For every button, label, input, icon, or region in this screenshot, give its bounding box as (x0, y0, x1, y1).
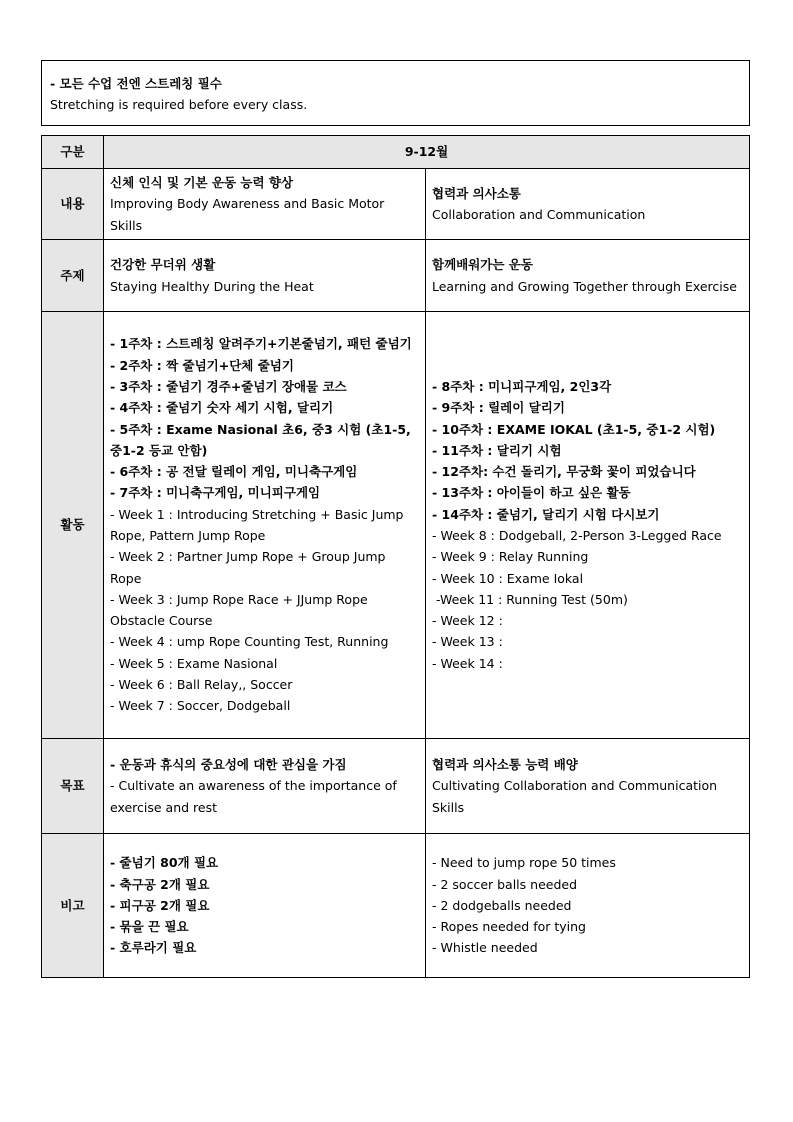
activity-week6-en: - Week 6 : Ball Relay,, Soccer (110, 677, 293, 693)
goal-right-korean: 협력과 의사소통 능력 배양 (432, 757, 578, 773)
goal-right-english: Cultivating Collaboration and Communication Skills (432, 778, 718, 815)
activity-week3-en: - Week 3 : Jump Rope Race + JJump Rope Obstacle Course (110, 591, 368, 629)
content-right-english: Collaboration and Communication (432, 207, 646, 222)
activity-week1-en: - Week 1 : Introducing Stretching + Basic Jump Rope, Pattern Jump Rope (110, 506, 404, 543)
activity-week2-en: - Week 2 : Partner Jump Rope + Group Jump Rope (110, 549, 386, 586)
content-left (104, 169, 426, 240)
curriculum-table (41, 135, 750, 978)
note-jump-ropes: - 줄넘기 80개 필요 (110, 855, 219, 871)
content-row (42, 169, 750, 240)
header-label: 구분 (42, 136, 104, 169)
theme-label: 주제 (42, 240, 104, 312)
goal-right (426, 739, 750, 834)
note-ropes: - 묶을 끈 필요 (110, 919, 189, 935)
theme-right (426, 240, 750, 312)
activity-week5-en: - Week 5 : Exame Nasional (110, 655, 278, 671)
activity-week5-ko: - 5주차 : Exame Nasional 초6, 중3 시험 (초1-5, 중1-2 등교 안함) (110, 421, 411, 458)
activity-week11-en: -Week 11 : Running Test (50m) (432, 591, 628, 607)
activity-week10-en: - Week 10 : Exame Iokal (432, 570, 584, 586)
note-ropes-en: - Ropes needed for tying (432, 919, 586, 935)
content-left-english: Improving Body Awareness and Basic Motor Skills (110, 196, 385, 233)
activity-left (104, 312, 426, 739)
activity-week2-ko: - 2주차 : 짝 줄넘기+단체 줄넘기 (110, 357, 294, 373)
goal-left-korean: - 운동과 휴식의 중요성에 대한 관심을 가짐 (110, 757, 347, 773)
content-right (426, 169, 750, 240)
activity-week9-en: - Week 9 : Relay Running (432, 549, 589, 565)
note-label: 비고 (42, 834, 104, 978)
activity-week4-en: - Week 4 : ump Rope Counting Test, Running (110, 634, 389, 650)
header-period: 9-12월 (104, 136, 750, 169)
activity-week14-ko: - 14주차 : 줄넘기, 달리기 시험 다시보기 (432, 506, 660, 522)
notice-english: Stretching is required before every class. (50, 97, 308, 112)
activity-week9-ko: - 9주차 : 릴레이 달리기 (432, 400, 565, 416)
note-whistle: - 호루라기 필요 (110, 940, 197, 956)
activity-week11-ko: - 11주차 : 달리기 시험 (432, 442, 562, 458)
note-soccer-balls: - 축구공 2개 필요 (110, 876, 210, 892)
activity-row (42, 312, 750, 739)
activity-right (426, 312, 750, 739)
note-whistle-en: - Whistle needed (432, 940, 538, 956)
goal-label: 목표 (42, 739, 104, 834)
theme-right-english: Learning and Growing Together through Exercise (432, 278, 737, 294)
activity-week13-en: - Week 13 : (432, 634, 503, 650)
notice-box (41, 60, 750, 126)
theme-row (42, 240, 750, 312)
note-dodgeballs-en: - 2 dodgeballs needed (432, 897, 572, 913)
theme-left-english: Staying Healthy During the Heat (110, 278, 314, 294)
theme-left-korean: 건강한 무더위 생활 (110, 257, 216, 273)
activity-week12-en: - Week 12 : (432, 613, 503, 629)
activity-week12-ko: - 12주차: 수건 돌리기, 무궁화 꽃이 피었습니다 (432, 464, 696, 480)
activity-week4-ko: - 4주차 : 줄넘기 숫자 세기 시험, 달리기 (110, 400, 334, 416)
note-soccer-balls-en: - 2 soccer balls needed (432, 876, 578, 892)
activity-week1-ko: - 1주차 : 스트레칭 알려주기+기본줄넘기, 패턴 줄넘기 (110, 336, 412, 352)
activity-week7-en: - Week 7 : Soccer, Dodgeball (110, 698, 291, 714)
activity-week8-ko: - 8주차 : 미니피구게임, 2인3각 (432, 378, 612, 394)
note-dodgeballs: - 피구공 2개 필요 (110, 897, 210, 913)
activity-week13-ko: - 13주차 : 아이들이 하고 싶은 활동 (432, 485, 631, 501)
activity-week7-ko: - 7주차 : 미니축구게임, 미니피구게임 (110, 485, 321, 501)
theme-right-korean: 함께배워가는 운동 (432, 257, 533, 273)
theme-left (104, 240, 426, 312)
activity-week14-en: - Week 14 : (432, 655, 503, 671)
activity-week3-ko: - 3주차 : 줄넘기 경주+줄넘기 장애물 코스 (110, 378, 347, 394)
note-left (104, 834, 426, 978)
activity-week6-ko: - 6주차 : 공 전달 릴레이 게임, 미니축구게임 (110, 464, 358, 480)
goal-left-english: - Cultivate an awareness of the importance of exercise and rest (110, 778, 397, 815)
content-left-korean: 신체 인식 및 기본 운동 능력 향상 (110, 175, 294, 191)
content-label: 내용 (42, 169, 104, 240)
note-row (42, 834, 750, 978)
goal-left (104, 739, 426, 834)
activity-week10-ko: - 10주차 : EXAME IOKAL (초1-5, 중1-2 시험) (432, 421, 716, 437)
activity-label: 활동 (42, 312, 104, 739)
activity-week8-en: - Week 8 : Dodgeball, 2-Person 3-Legged Race (432, 528, 722, 543)
header-row (42, 136, 750, 169)
content-right-korean: 협력과 의사소통 (432, 185, 521, 201)
note-jump-ropes-en: - Need to jump rope 50 times (432, 855, 616, 871)
notice-korean: - 모든 수업 전엔 스트레칭 필수 (50, 76, 222, 91)
goal-row (42, 739, 750, 834)
note-right (426, 834, 750, 978)
